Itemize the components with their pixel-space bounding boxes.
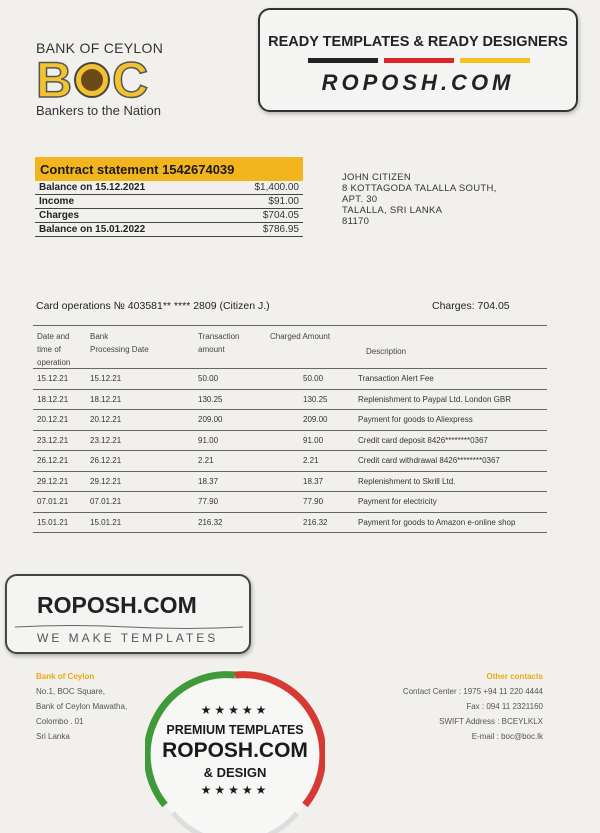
cell-amount: 2.21 (198, 456, 214, 465)
summary-row (35, 181, 303, 195)
footer-line: No.1, BOC Square, (36, 687, 105, 696)
table-row (33, 472, 547, 493)
summary-row (35, 195, 303, 209)
footer-line: Fax : 094 11 2321160 (466, 702, 543, 711)
bank-tagline: Bankers to the Nation (36, 103, 162, 118)
header-amount (198, 330, 240, 356)
header-date-line: Date and (37, 332, 70, 341)
summary-label: Balance on 15.01.2022 (39, 224, 146, 235)
promo-tagline: WE MAKE TEMPLATES (37, 631, 219, 645)
logo-letter-b: B (36, 52, 73, 108)
footer-contacts-head: Other contacts (486, 672, 543, 681)
cell-charged: 77.90 (303, 497, 324, 506)
bank-address-footer (36, 669, 127, 744)
summary-row (35, 223, 303, 237)
cell-date: 29.12.21 (37, 476, 69, 486)
cell-date: 18.12.21 (37, 394, 69, 404)
footer-line: SWIFT Address : BCEYLKLX (439, 717, 543, 726)
header-date-line: time of (37, 345, 62, 354)
seal-line2: ROPOSH.COM (162, 739, 308, 762)
boc-logo-mark (36, 52, 196, 108)
summary-label: Income (39, 196, 75, 207)
charges-total: Charges: 704.05 (432, 300, 510, 312)
table-row (33, 492, 547, 513)
header-amount-line: Transaction (198, 332, 240, 341)
transactions-table (33, 325, 547, 533)
summary-label: Charges (39, 210, 80, 221)
ad-color-bars (308, 58, 530, 63)
ad-banner (258, 8, 578, 112)
premium-seal (145, 665, 325, 833)
address-line: TALALLA, SRI LANKA (342, 205, 443, 216)
ad-bar-3 (460, 58, 530, 63)
cell-amount: 209.00 (198, 415, 223, 424)
cell-bank: 26.12.21 (90, 456, 122, 465)
cell-desc: Payment for electricity (358, 497, 437, 506)
cell-desc: Replenishment to Paypal Ltd. London GBR (358, 394, 511, 404)
cell-charged: 130.25 (303, 394, 328, 404)
cell-desc: Payment for goods to Amazon e-online shop (358, 517, 516, 527)
cell-amount: 216.32 (198, 517, 223, 527)
statement-title: Contract statement 1542674039 (35, 157, 303, 181)
header-bank-line: Bank (90, 332, 109, 341)
cell-desc: Credit card deposit 8426********0367 (358, 435, 488, 445)
cell-date: 20.12.21 (37, 415, 69, 424)
table-row (33, 513, 547, 534)
bank-name: BANK OF CEYLON (36, 40, 164, 56)
cell-date: 26.12.21 (37, 456, 69, 465)
card-operations-label: Card operations № 403581** **** 2809 (Citizen J.) (36, 300, 270, 312)
table-row (33, 369, 547, 390)
footer-line: E-mail : boc@boc.lk (471, 732, 543, 741)
summary-label: Balance on 15.12.2021 (39, 182, 146, 193)
table-body (33, 369, 547, 533)
table-row (33, 431, 547, 452)
seal-stars-bottom: ★★★★★ (200, 783, 270, 797)
cell-amount: 91.00 (198, 435, 219, 445)
cell-desc: Replenishment to Skrill Ltd. (358, 476, 456, 486)
cell-charged: 216.32 (303, 517, 328, 527)
cell-bank: 29.12.21 (90, 476, 122, 486)
summary-value: $1,400.00 (254, 182, 299, 193)
cell-bank: 23.12.21 (90, 435, 122, 445)
table-row (33, 451, 547, 472)
cell-amount: 50.00 (198, 374, 219, 383)
cell-charged: 50.00 (303, 374, 324, 383)
cell-date: 23.12.21 (37, 435, 69, 445)
address-line: APT. 30 (342, 194, 378, 205)
table-row (33, 410, 547, 431)
header-bank-line: Processing Date (90, 345, 149, 354)
logo-letter-c: C (112, 52, 149, 108)
cell-date: 07.01.21 (37, 497, 69, 506)
bank-logo (36, 40, 196, 118)
promo-site: ROPOSH.COM (37, 592, 197, 618)
summary-row (35, 209, 303, 223)
header-charged: Charged Amount (270, 332, 331, 341)
cell-desc: Transaction Alert Fee (358, 374, 434, 383)
address-line: 81170 (342, 216, 370, 227)
ad-bar-1 (308, 58, 378, 63)
footer-line: Contact Center : 1975 +94 11 220 4444 (402, 687, 543, 696)
table-row (33, 390, 547, 411)
boc-seal-icon (74, 62, 110, 98)
cell-bank: 20.12.21 (90, 415, 122, 424)
summary-value: $786.95 (262, 224, 299, 235)
footer-bank-name: Bank of Ceylon (36, 672, 95, 681)
header-amount-line: amount (198, 345, 225, 354)
seal-line1: PREMIUM TEMPLATES (166, 723, 304, 737)
header-bank-date (90, 330, 149, 356)
cell-desc: Credit card withdrawal 8426********0367 (358, 456, 500, 465)
ad-site: ROPOSH.COM (321, 70, 515, 95)
promo-banner (5, 574, 251, 654)
cell-date: 15.12.21 (37, 374, 69, 383)
footer-line: Bank of Ceylon Mawatha, (36, 702, 128, 711)
table-header (33, 325, 547, 369)
cell-amount: 18.37 (198, 476, 219, 486)
ad-title: READY TEMPLATES & READY DESIGNERS (268, 34, 568, 50)
cell-date: 15.01.21 (37, 517, 69, 527)
cell-bank: 18.12.21 (90, 394, 122, 404)
address-line: JOHN CITIZEN (342, 172, 412, 183)
summary-value: $91.00 (268, 196, 299, 207)
cell-desc: Payment for goods to Aliexpress (358, 415, 473, 424)
header-description: Description (366, 347, 407, 356)
footer-line: Colombo . 01 (36, 717, 84, 726)
customer-address (342, 172, 497, 227)
cell-bank: 07.01.21 (90, 497, 122, 506)
ad-bar-2 (384, 58, 454, 63)
promo-wave-line (15, 624, 243, 630)
footer-line: Sri Lanka (36, 732, 70, 741)
address-line: 8 KOTTAGODA TALALLA SOUTH, (342, 183, 497, 194)
summary-value: $704.05 (262, 210, 299, 221)
cell-charged: 18.37 (303, 476, 324, 486)
seal-line3: & DESIGN (203, 765, 267, 780)
cell-bank: 15.01.21 (90, 517, 122, 527)
header-date-line: operation (37, 358, 71, 367)
header-date (37, 330, 70, 369)
cell-amount: 130.25 (198, 394, 223, 404)
cell-bank: 15.12.21 (90, 374, 122, 383)
other-contacts-footer (403, 669, 543, 744)
cell-charged: 2.21 (303, 456, 319, 465)
cell-charged: 209.00 (303, 415, 328, 424)
seal-stars-top: ★★★★★ (200, 703, 270, 717)
cell-amount: 77.90 (198, 497, 219, 506)
cell-charged: 91.00 (303, 435, 324, 445)
statement-summary (35, 157, 303, 237)
